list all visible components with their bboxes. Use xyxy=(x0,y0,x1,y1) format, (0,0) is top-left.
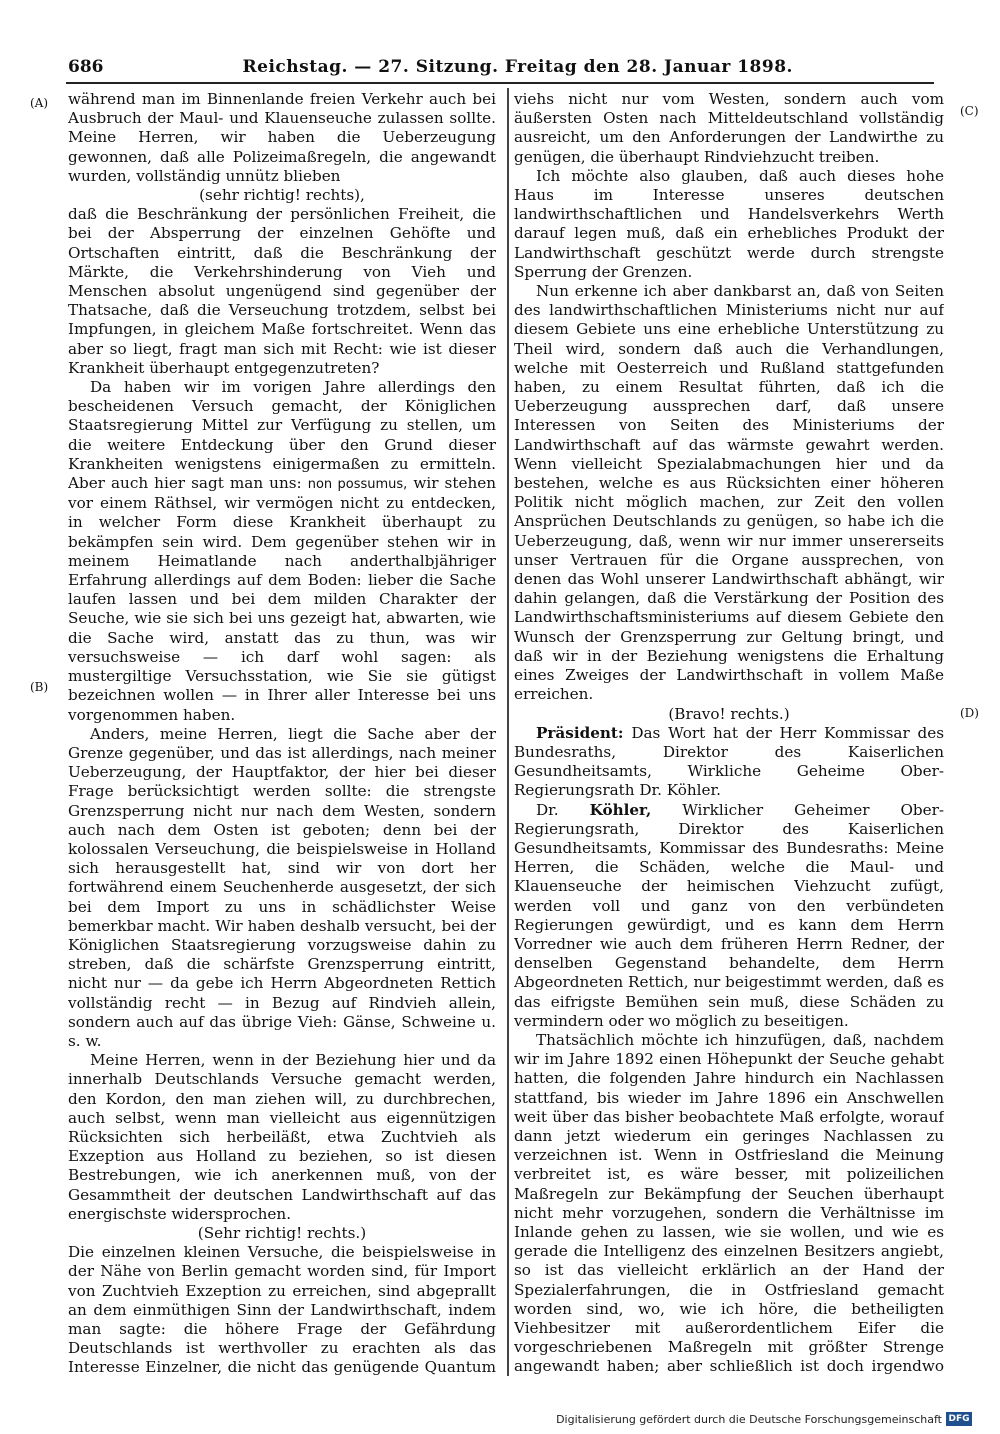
paragraph: daß die Beschränkung der persönlichen Freiheit, die bei der Absperrung der einzelnen Gehöfte und Ortschaften eintritt, daß die Beschränkung der Märkte, die Verkehrshinderung von Vieh und Menschen absolut ungenügend sind gegenüber der Thatsache, daß die Verseuchung trotzdem, selbst bei Impfungen, in gleichem Maße fortschreitet. Wenn das aber so liegt, fragt man sich mit Recht: wie ist dieser Krankheit überhaupt entgegenzutreten? xyxy=(68,205,496,377)
latin-phrase: non possumus, xyxy=(307,477,408,493)
margin-marker-a: (A) xyxy=(30,96,49,110)
paragraph: während man im Binnenlande freien Verkehr auch bei Ausbruch der Maul- und Klauenseuche zulassen sollte. Meine Herren, wir haben die Ueberzeugung gewonnen, daß alle Polizeimaßregeln, die angewandt wurden, vollständig unnütz blieben xyxy=(68,90,496,185)
running-title: Reichstag. — 27. Sitzung. Freitag den 28. Januar 1898. xyxy=(242,57,793,77)
digitization-credit xyxy=(556,1412,972,1426)
paragraph xyxy=(68,378,496,725)
left-column xyxy=(68,90,496,1375)
speech-text: Das Wort hat der Herr Kommissar des Bundesraths, Direktor des Kaiserlichen Gesundheitsamts, Wirkliche Geheime Ober-Regierungsrath Dr. Köhler. xyxy=(514,723,944,800)
speech-koehler xyxy=(514,801,944,1031)
interjection: (Bravo! rechts.) xyxy=(668,704,790,723)
paragraph: Ich möchte also glauben, daß auch dieses hohe Haus im Interesse unseres deutschen landwirthschaftlichen und Handelsverkehrs Werth darauf legen muß, daß ein erhebliches Produkt der Landwirthschaft geschützt werde durch strengste Sperrung der Grenzen. xyxy=(514,166,944,281)
page-number: 686 xyxy=(68,57,104,77)
paragraph: Nun erkenne ich aber dankbarst an, daß von Seiten des landwirthschaftlichen Ministeriums nicht nur auf diesem Gebiete uns eine erhebliche Unterstützung zu Theil wird, sondern daß auch die Verhandlungen, welche mit Oesterreich und Rußland stattgefunden haben, zu einem Resultat führten, daß ich die Ueberzeugung aussprechen darf, daß unsere Interessen von Seiten des Ministeriums der Landwirthschaft auf das wärmste gewahrt werden. Wenn vielleicht Spezialabmachungen hier und da bestehen, welche es aus Rücksichten einer höheren Politik nicht möglich machen, zur Zeit den vollen Ansprüchen Deutschlands zu genügen, so habe ich die Ueberzeugung, daß, wenn wir nur immer unsererseits unser Vertrauen für die Organe aussprechen, von denen das Wohl unserer Landwirthschaft abhängt, wir dahin gelangen, daß die Verstärkung der Position des Landwirthschaftsministeriums auf diesem Gebiete den Wunsch der Grenzsperrung zur Geltung bringt, und daß wir in der Beziehung wenigstens die Erhaltung eines Zweiges der Landwirthschaft in vollem Maße erreichen. xyxy=(514,282,944,704)
speaker-name: Köhler, xyxy=(589,800,652,819)
speaker-name: Präsident: xyxy=(536,723,624,742)
speaker-title: Dr. xyxy=(536,800,559,819)
paragraph: Anders, meine Herren, liegt die Sache aber der Grenze gegenüber, und das ist allerdings, nach meiner Ueberzeugung, der Hauptfaktor, der hier bei dieser Frage berücksichtigt werden sollte: die strengste Grenzsperrung nicht nur nach dem Westen, sondern auch nach dem Osten ist geboten; denn bei der kolossalen Verseuchung, die beispielsweise in Holland sich herausgestellt hat, sind wir von dort her fortwährend einem Seuchenherde ausgesetzt, der sich bei dem Import zu uns in schädlichster Weise bemerkbar macht. Wir haben deshalb versucht, bei der Königlichen Staatsregierung vorzugsweise dahin zu streben, daß die schärfste Grenzsperrung eintritt, nicht nur — da gebe ich Herrn Abgeordneten Rettich vollständig recht — in Bezug auf Rindvieh allein, sondern auch auf das übrige Vieh: Gänse, Schweine u. s. w. xyxy=(68,724,496,1050)
paragraph: Meine Herren, wenn in der Beziehung hier und da innerhalb Deutschlands Versuche gemacht werden, den Kordon, den man ziehen will, zu durchbrechen, auch selbst, wenn man vielleicht aus eigennützigen Rücksichten sich herbeiläßt, etwa Zuchtvieh als Exzeption aus Holland zu beziehen, so ist diesen Bestrebungen, wie ich anerkennen muß, von der Gesammtheit der deutschen Landwirthschaft auf das energischste widersprochen. xyxy=(68,1051,496,1223)
header-rule xyxy=(66,82,934,84)
interjection: (Sehr richtig! rechts.) xyxy=(197,1223,367,1242)
speech-text: Wirklicher Geheimer Ober-Regierungsrath, Direktor des Kaiserlichen Gesundheitsamts, Kommissar des Bundesraths: Meine Herren, die Schäden, welche die Maul- und Klauenseuche der heimischen Viehzucht zufügt, werden voll und ganz von den verbündeten Regierungen gewürdigt, und es kann dem Herrn Vorredner wie auch dem früheren Herrn Redner, der denselben Gegenstand behandelte, dem Herrn Abgeordneten Rettich, nur beigestimmt werden, daß es das eifrigste Bemühen sein muß, diese Schäden zu vermindern oder wo möglich zu beseitigen. xyxy=(514,800,944,1030)
paragraph: Thatsächlich möchte ich hinzufügen, daß, nachdem wir im Jahre 1892 einen Höhepunkt der Seuche gehabt hatten, die folgenden Jahre hindurch ein Nachlassen stattfand, bis wieder im Jahre 1896 ein Anschwellen weit über das bisher beobachtete Maß erfolgte, worauf dann jetzt wiederum ein geringes Nachlassen zu verzeichnen ist. Wenn in Ostfriesland die Meinung verbreitet ist, es wäre besser, mit polizeilichen Maßregeln zur Bekämpfung der Seuchen überhaupt nicht mehr vorzugehen, sondern die Verhältnisse im Inlande gehen zu lassen, wie sie wollen, und wie es gerade die Intelligenz des einzelnen Besitzers angiebt, so ist das vielleicht erklärlich an der Hand der Spezialerfahrungen, die in Ostfriesland gemacht worden sind, wo, wie ich höre, die betheiligten Viehbesitzer mit außerordentlichem Eifer die vorgeschriebenen Maßregeln mit größter Strenge angewandt haben; aber schließlich ist doch irgendwo xyxy=(514,1030,944,1375)
paragraph-text: wir stehen vor einem Räthsel, wir vermögen nicht zu entdecken, in welcher Form diese Krankheit überhaupt zu bekämpfen sein wird. Dem gegenüber stehen wir in meinem Heimatlande nach anderthalbjähriger Erfahrung allerdings auf dem Boden: lieber die Sache laufen lassen und bei dem milden Charakter der Seuche, wie sie sich bei uns gezeigt hat, abwarten, wie die Sache wird, anstatt das zu thun, was wir versuchsweise — ich darf wohl sagen: als mustergiltige Versuchsstation, wie Sie sie gütigst bezeichnen wollen — in Ihrer aller Interesse bei uns vorgenommen haben. xyxy=(68,474,496,724)
column-divider xyxy=(507,88,509,1376)
paragraph: viehs nicht nur vom Westen, sondern auch vom äußersten Osten nach Mitteldeutschland vollständig ausreicht, um den Anforderungen der Landwirthe zu genügen, die überhaupt Rindviehzucht treiben. xyxy=(514,90,944,166)
page-header xyxy=(68,54,932,80)
credit-text: Digitalisierung gefördert durch die Deutsche Forschungsgemeinschaft xyxy=(556,1412,942,1426)
right-column xyxy=(514,90,944,1375)
dfg-logo-icon: DFG xyxy=(946,1412,972,1426)
paragraph: Die einzelnen kleinen Versuche, die beispielsweise in der Nähe von Berlin gemacht worden sind, für Import von Zuchtvieh Exzeption zu erreichen, sind abgeprallt an dem einmüthigen Sinn der Landwirthschaft, indem man sagte: die höhere Frage der Gefährdung Deutschlands ist werthvoller zu erachten als das Interesse Einzelner, die nicht das genügende Quantum xyxy=(68,1243,496,1375)
speech-president xyxy=(514,724,944,801)
margin-marker-b: (B) xyxy=(30,680,49,694)
paragraph-text: Da haben wir im vorigen Jahre allerdings den bescheidenen Versuch gemacht, der Königlichen Staatsregierung Mittel zur Verfügung zu stellen, um die weitere Entdeckung über den Grund dieser Krankheiten wenigstens einigermaßen zu ermitteln. Aber auch hier sagt man uns: xyxy=(68,378,496,493)
margin-marker-c: (C) xyxy=(960,104,979,118)
interjection: (sehr richtig! rechts), xyxy=(199,186,365,205)
margin-marker-d: (D) xyxy=(960,706,979,720)
